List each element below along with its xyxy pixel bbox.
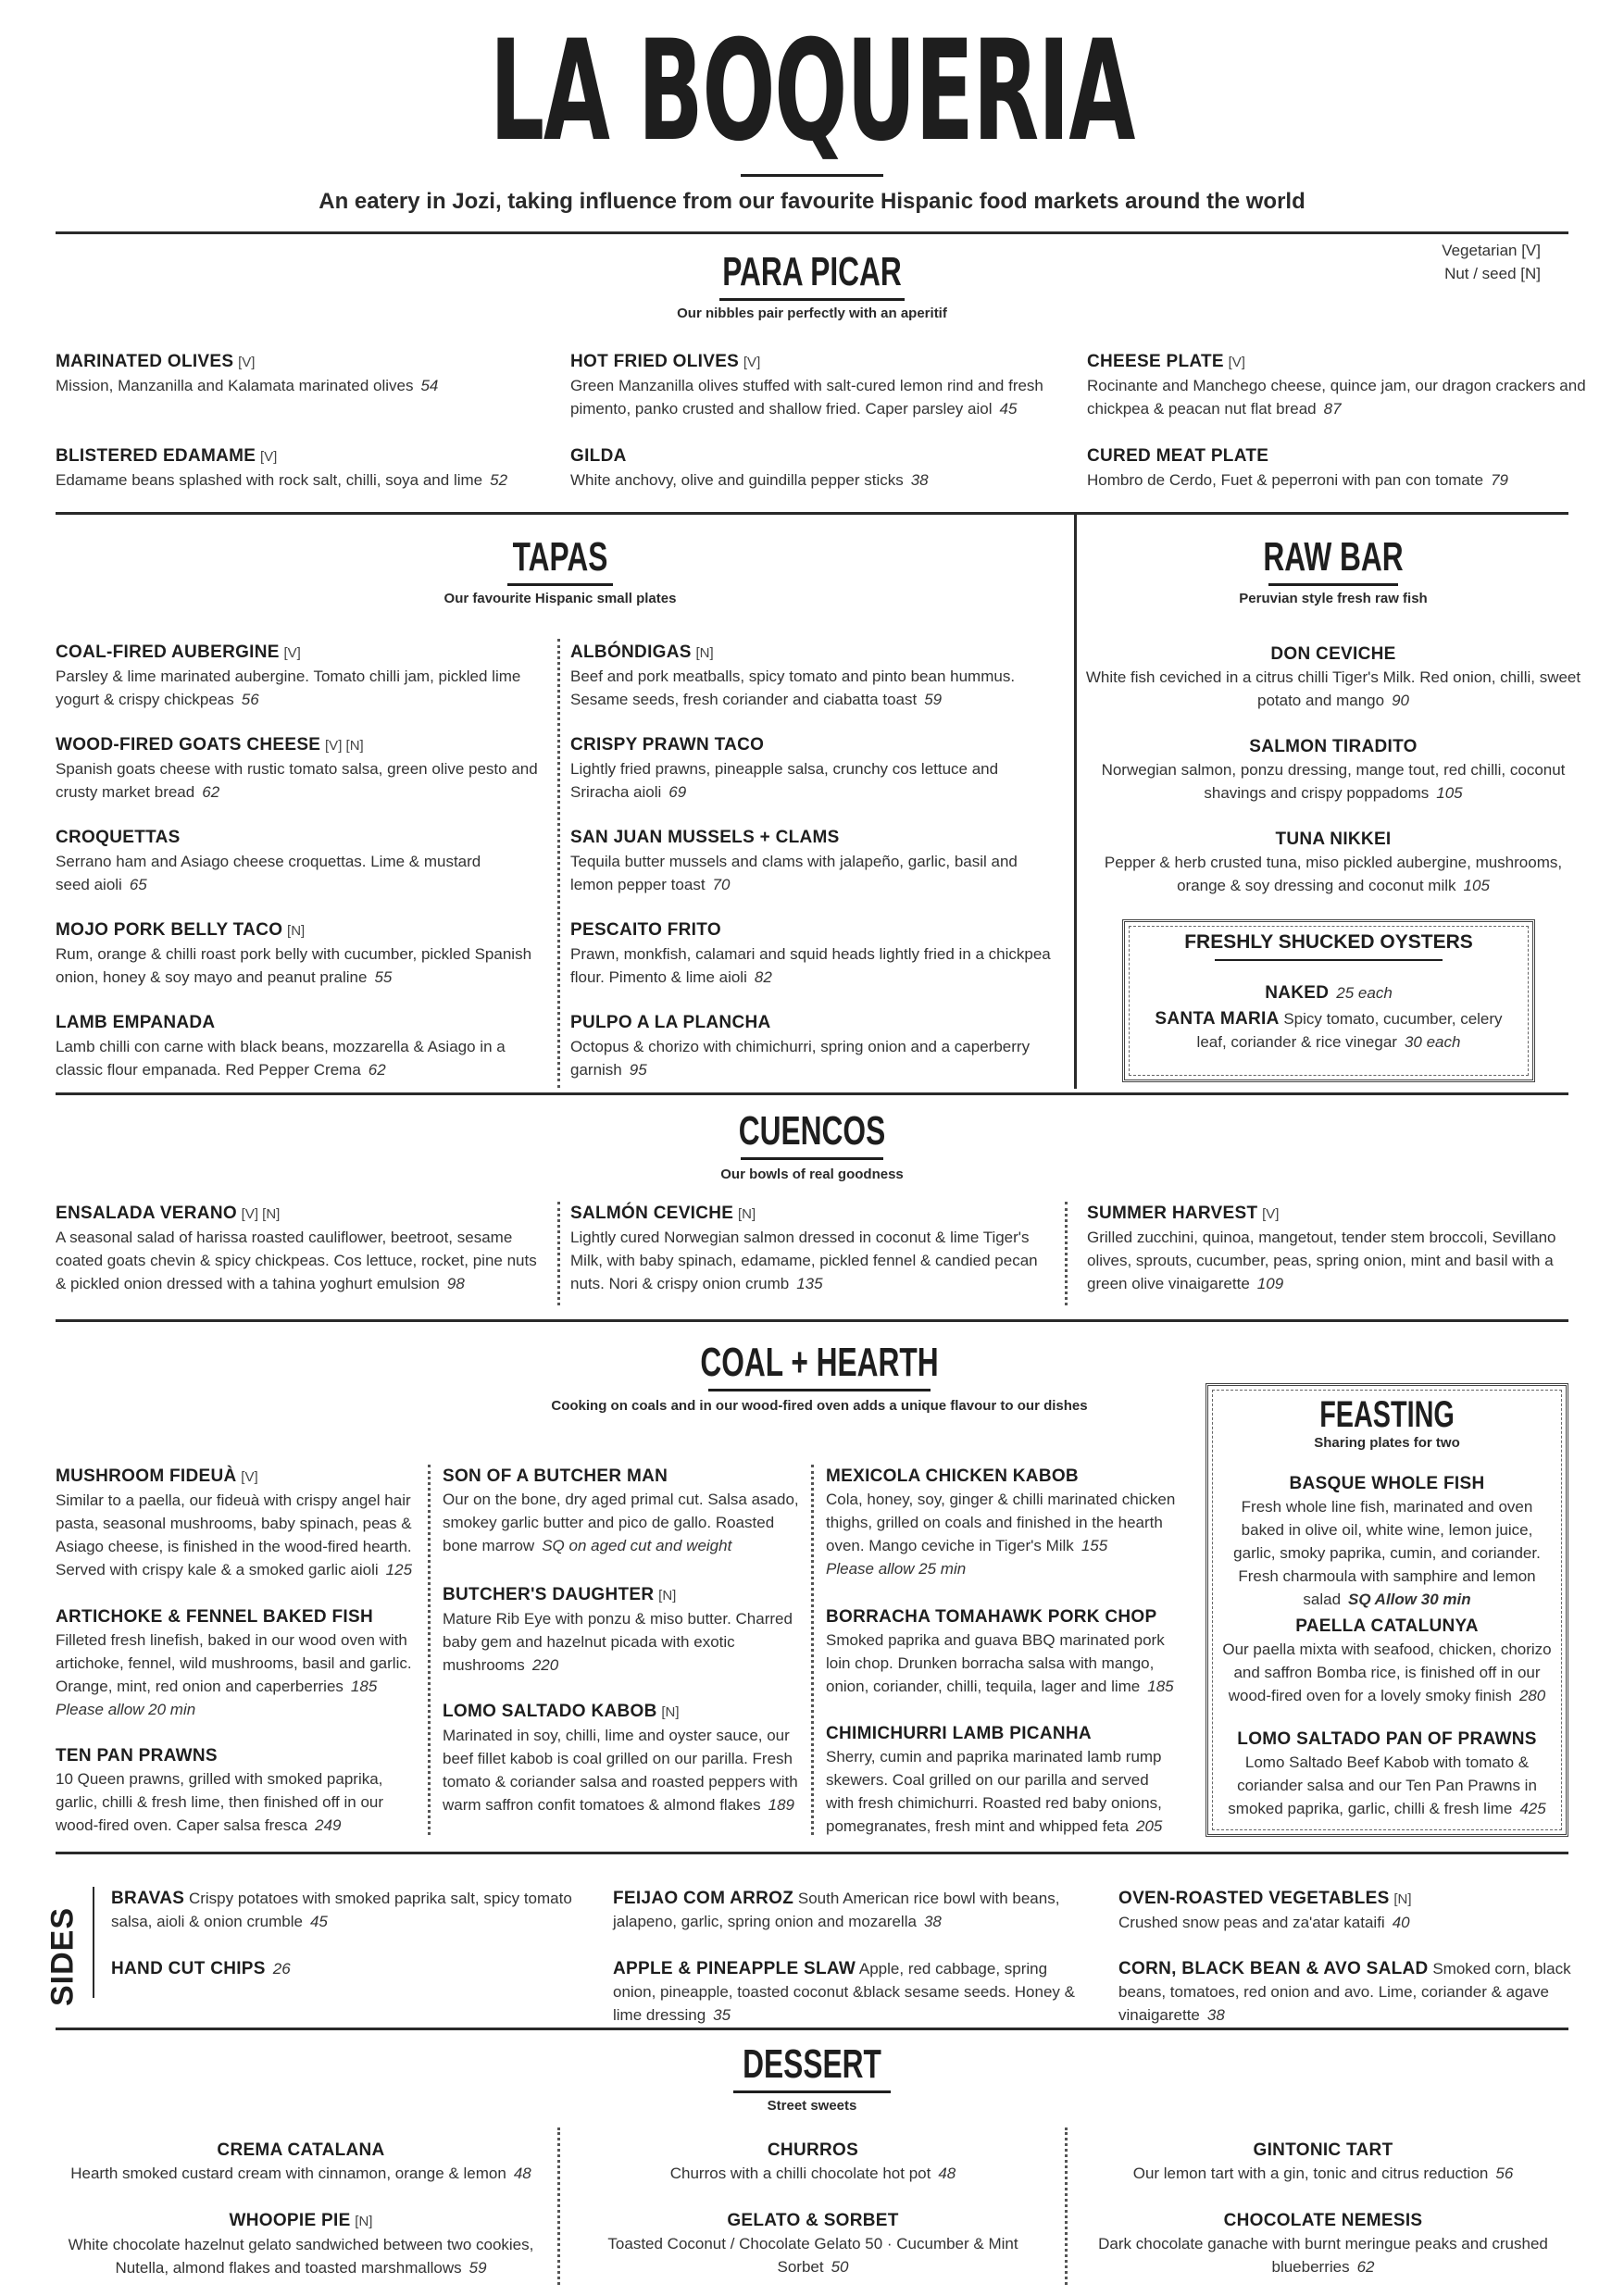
divider-vertical <box>93 1887 94 1998</box>
item-description: Lomo Saltado Beef Kabob with tomato & coriander salsa and our Ten Pan Prawns in smoked paprika, garlic, chilli & fresh lime <box>1228 1753 1537 1817</box>
item-name: LOMO SALTADO KABOB <box>443 1702 657 1721</box>
item-description: Norwegian salmon, ponzu dressing, mange tout, red chilli, coconut shavings and crispy poppadoms <box>1101 761 1566 802</box>
item-description: Smoked paprika and guava BBQ marinated pork loin chop. Drunken borracha salsa with mango, onion, coriander, chilli, tequila, lager and lime <box>826 1631 1165 1695</box>
menu-item <box>1078 2139 1568 2185</box>
section-title-raw-bar: RAW BAR <box>1263 534 1404 580</box>
item-name: PAELLA CATALUNYA <box>1295 1616 1479 1636</box>
divider <box>56 2028 1568 2030</box>
item-price: 26 <box>272 1960 291 1978</box>
item-tag: [N] <box>738 1206 756 1222</box>
section-title-cuencos: CUENCOS <box>738 1108 886 1154</box>
item-description: Tequila butter mussels and clams with jalapeño, garlic, basil and lemon pepper toast <box>570 853 1018 893</box>
item-price: 105 <box>1436 784 1463 802</box>
item-name: BORRACHA TOMAHAWK PORK CHOP <box>826 1607 1157 1627</box>
section-subtitle: Our bowls of real goodness <box>720 1167 904 1182</box>
oyster-santa-maria <box>1141 1007 1517 1054</box>
section-subtitle: Street sweets <box>767 2098 857 2114</box>
item-price: 90 <box>1392 692 1409 709</box>
item-name: SANTA MARIA <box>1155 1009 1280 1029</box>
item-description: Beef and pork meatballs, spicy tomato and pinto bean hummus. Sesame seeds, fresh coriander and ciabatta toast <box>570 668 1016 708</box>
item-description: Marinated in soy, chilli, lime and oyster sauce, our beef fillet kabob is coal grilled on our parilla. Fresh tomato & coriander salsa and roasted peppers with warm saffron confit tomatoes & almond flakes <box>443 1727 798 1814</box>
item-price: 135 <box>796 1275 823 1292</box>
item-name: HOT FRIED OLIVES <box>570 352 740 371</box>
menu-item <box>56 1465 417 1581</box>
menu-item <box>443 1583 804 1677</box>
item-description: 10 Queen prawns, grilled with smoked paprika, garlic, chilli & fresh lime, then finished off in our wood-fired oven. Caper salsa fresca <box>56 1770 384 1834</box>
item-name: SON OF A BUTCHER MAN <box>443 1466 668 1486</box>
section-title-tapas: TAPAS <box>512 534 608 580</box>
item-name: APPLE & PINEAPPLE SLAW <box>613 1959 856 1978</box>
item-name: MARINATED OLIVES <box>56 352 234 371</box>
item-name: GELATO & SORBET <box>727 2211 899 2230</box>
oysters-title: FRESHLY SHUCKED OYSTERS <box>1184 931 1473 953</box>
item-tag: [V] <box>1262 1206 1280 1222</box>
item-description: Grilled zucchini, quinoa, mangetout, tender stem broccoli, Sevillano olives, sprouts, cucumber, peas, spring onion, mint and basil with a green olive vinaigarette <box>1087 1229 1556 1292</box>
item-price: 62 <box>368 1061 386 1079</box>
item-name: ARTICHOKE & FENNEL BAKED FISH <box>56 1607 373 1627</box>
item-price: 69 <box>668 783 687 801</box>
menu-item <box>443 1465 804 1557</box>
menu-item <box>1087 1202 1568 1295</box>
item-price: 109 <box>1256 1275 1284 1292</box>
item-price: SQ Allow 30 min <box>1348 1591 1471 1608</box>
item-description: White fish ceviched in a citrus chilli Tiger's Milk. Red onion, chilli, sweet potato and mango <box>1085 668 1581 709</box>
divider <box>56 1852 1568 1854</box>
item-description: A seasonal salad of harissa roasted cauliflower, beetroot, sesame coated goats chevin & spicy chickpeas. Cos lettuce, rocket, pine nuts & pickled onion dressed with a tahina yoghurt emulsion <box>56 1229 537 1292</box>
menu-item <box>56 1202 546 1295</box>
divider-dotted <box>557 1202 560 1305</box>
item-description: Smoked corn, black beans, tomatoes, red onion and avo. Lime, coriander & agave vinaigarette <box>1118 1960 1571 2024</box>
menu-item <box>56 1744 417 1837</box>
item-description: Churros with a chilli chocolate hot pot <box>669 2165 931 2182</box>
item-description: Rocinante and Manchego cheese, quince jam, our dragon crackers and chickpea & peacan nut flat bread <box>1087 377 1586 418</box>
menu-item <box>1218 1615 1555 1707</box>
item-tag: [N] <box>695 645 714 661</box>
divider-dotted <box>428 1465 431 1835</box>
menu-item <box>56 826 500 896</box>
item-tag: [V] <box>283 645 301 661</box>
item-tag: [N] <box>658 1588 677 1603</box>
item-name: GILDA <box>570 446 627 466</box>
item-price: SQ on aged cut and weight <box>542 1537 732 1554</box>
item-price: 205 <box>1135 1817 1163 1835</box>
menu-item <box>1087 444 1587 492</box>
section-subtitle: Cooking on coals and in our wood-fired oven adds a unique flavour to our dishes <box>551 1398 1088 1414</box>
item-name: LOMO SALTADO PAN OF PRAWNS <box>1237 1729 1537 1749</box>
item-name: MEXICOLA CHICKEN KABOB <box>826 1466 1079 1486</box>
item-description: Prawn, monkfish, calamari and squid heads lightly fried in a chickpea flour. Pimento & lime aioli <box>570 945 1051 986</box>
menu-item <box>111 1957 593 1980</box>
menu-item <box>1085 735 1581 805</box>
item-name: ENSALADA VERANO <box>56 1204 237 1223</box>
item-name: HAND CUT CHIPS <box>111 1959 266 1978</box>
divider <box>56 231 1568 234</box>
item-tag: [V] <box>1228 355 1245 370</box>
item-price: 185 <box>1147 1678 1174 1695</box>
menu-item <box>56 2139 546 2185</box>
item-description: Filleted fresh linefish, baked in our wood oven with artichoke, fennel, wild mushrooms, basil and garlic. Orange, mint, red onion and caperberries <box>56 1631 412 1695</box>
item-name: TUNA NIKKEI <box>1275 830 1392 849</box>
item-price: 82 <box>754 968 772 986</box>
section-subtitle: Our nibbles pair perfectly with an aperitif <box>677 306 947 321</box>
item-price: 40 <box>1392 1914 1410 1931</box>
menu-item <box>1118 1957 1581 2027</box>
section-underline <box>507 583 613 586</box>
logo: LA BOQUERIA <box>489 11 1135 172</box>
menu-item <box>1085 643 1581 712</box>
item-name: GINTONIC TART <box>1253 2140 1393 2160</box>
item-name: MOJO PORK BELLY TACO <box>56 920 283 940</box>
item-description: Sherry, cumin and paprika marinated lamb rump skewers. Coal grilled on our parilla and served with fresh chimichurri. Roasted red baby onions, pomegranates, fresh mint and whipped feta <box>826 1748 1162 1835</box>
item-price: 50 <box>831 2258 849 2276</box>
item-tag: [V] <box>743 355 761 370</box>
item-name: CRISPY PRAWN TACO <box>570 735 765 755</box>
menu-item <box>1218 1472 1555 1611</box>
menu-item <box>443 1700 804 1816</box>
menu-item <box>56 918 546 989</box>
item-description: Pepper & herb crusted tuna, miso pickled aubergine, mushrooms, orange & soy dressing and coconut milk <box>1104 854 1563 894</box>
item-price: 62 <box>1356 2258 1375 2276</box>
item-price: 25 each <box>1336 984 1393 1002</box>
item-name: OVEN-ROASTED VEGETABLES <box>1118 1889 1390 1908</box>
item-description: Lamb chilli con carne with black beans, mozzarella & Asiago in a classic flour empanada. Red Pepper Crema <box>56 1038 506 1079</box>
section-subtitle: Peruvian style fresh raw fish <box>1239 591 1428 606</box>
item-price: 56 <box>241 691 259 708</box>
menu-item <box>613 1887 1076 1933</box>
menu-item <box>56 641 546 711</box>
section-subtitle: Sharing plates for two <box>1314 1435 1460 1451</box>
sides-label-text: SIDES <box>44 1906 81 2007</box>
item-note: Please allow 25 min <box>826 1560 967 1578</box>
menu-item <box>56 1605 417 1721</box>
item-description: Spanish goats cheese with rustic tomato salsa, green olive pesto and crusty market bread <box>56 760 538 801</box>
divider-dotted <box>557 639 560 1088</box>
section-underline <box>733 2090 891 2093</box>
item-description: Parsley & lime marinated aubergine. Tomato chilli jam, pickled lime yogurt & crispy chickpeas <box>56 668 521 708</box>
diet-legend <box>1442 239 1541 285</box>
item-price: 249 <box>315 1816 342 1834</box>
item-description: Cola, honey, soy, ginger & chilli marinated chicken thighs, grilled on coals and finished in the hearth oven. Mango ceviche in Tiger's Milk <box>826 1491 1176 1554</box>
menu-item <box>826 1465 1178 1580</box>
item-price: 87 <box>1323 400 1342 418</box>
item-name: PESCAITO FRITO <box>570 920 721 940</box>
item-name: SAN JUAN MUSSELS + CLAMS <box>570 828 840 847</box>
divider <box>56 1092 1568 1095</box>
item-price: 48 <box>513 2165 531 2182</box>
item-description: White anchovy, olive and guindilla pepper sticks <box>570 471 904 489</box>
tagline: An eatery in Jozi, taking influence from our favourite Hispanic food markets around the world <box>319 189 1305 214</box>
item-name: BLISTERED EDAMAME <box>56 446 256 466</box>
item-price: 125 <box>385 1561 413 1578</box>
item-name: BASQUE WHOLE FISH <box>1289 1474 1485 1493</box>
logo-underline <box>741 174 883 177</box>
item-description: Toasted Coconut / Chocolate Gelato 50 · Cucumber & Mint Sorbet <box>607 2235 1018 2276</box>
item-price: 189 <box>768 1796 794 1814</box>
menu-item <box>613 1957 1094 2027</box>
menu-item <box>570 444 1061 492</box>
item-tag: [V] [N] <box>241 1206 281 1222</box>
item-tag: [N] <box>287 923 306 939</box>
item-description: Dark chocolate ganache with burnt meringue peaks and crushed blueberries <box>1098 2235 1548 2276</box>
divider <box>56 512 1568 515</box>
item-tag: [V] [N] <box>325 738 364 754</box>
item-price: 48 <box>938 2165 956 2182</box>
item-price: 95 <box>629 1061 647 1079</box>
item-price: 155 <box>1081 1537 1108 1554</box>
menu-item <box>570 918 1061 989</box>
divider-vertical <box>1074 515 1077 1089</box>
item-price: 220 <box>531 1656 559 1674</box>
item-price: 62 <box>202 783 220 801</box>
item-description: South American rice bowl with beans, jalapeno, garlic, spring onion and mozarella <box>613 1890 1060 1930</box>
item-name: CROQUETTAS <box>56 828 181 847</box>
item-description: White chocolate hazelnut gelato sandwiched between two cookies, Nutella, almond flakes and toasted marshmallows <box>68 2236 534 2277</box>
item-price: 70 <box>712 876 731 893</box>
item-name: WOOD-FIRED GOATS CHEESE <box>56 735 321 755</box>
item-name: MUSHROOM FIDEUÀ <box>56 1466 237 1486</box>
item-name: COAL-FIRED AUBERGINE <box>56 643 280 662</box>
item-tag: [V] <box>238 355 256 370</box>
item-description: Our paella mixta with seafood, chicken, chorizo and saffron Bomba rice, is finished off in our wood-fired oven for a lovely smoky finish <box>1222 1641 1552 1704</box>
item-name: DON CEVICHE <box>1270 644 1396 664</box>
item-tag: [N] <box>661 1704 680 1720</box>
item-price: 35 <box>713 2006 731 2024</box>
item-price: 30 each <box>1404 1033 1461 1051</box>
item-name: BRAVAS <box>111 1889 185 1908</box>
item-name: SALMÓN CEVICHE <box>570 1204 734 1223</box>
item-name: FEIJAO COM ARROZ <box>613 1889 794 1908</box>
item-price: 38 <box>1206 2006 1225 2024</box>
item-description: Apple, red cabbage, spring onion, pineapple, toasted coconut &black sesame seeds. Honey & lime dressing <box>613 1960 1075 2024</box>
item-note: Please allow 20 min <box>56 1701 196 1718</box>
item-name: CHEESE PLATE <box>1087 352 1224 371</box>
menu-item <box>570 826 1043 896</box>
legend-vegetarian: Vegetarian [V] <box>1442 242 1541 259</box>
item-price: 65 <box>129 876 147 893</box>
item-price: 280 <box>1518 1687 1546 1704</box>
menu-item <box>570 350 1061 420</box>
item-name: PULPO A LA PLANCHA <box>570 1013 771 1032</box>
item-tag: [V] <box>259 449 278 465</box>
item-description: Our on the bone, dry aged primal cut. Salsa asado, smokey garlic butter and pico de gallo. Roasted bone marrow <box>443 1491 799 1554</box>
divider <box>56 1319 1568 1322</box>
section-title-coal-hearth: COAL + HEARTH <box>700 1340 939 1385</box>
item-description: Hearth smoked custard cream with cinnamon, orange & lemon <box>70 2165 506 2182</box>
item-tag: [N] <box>355 2214 373 2229</box>
menu-item <box>56 2209 546 2279</box>
item-name: ALBÓNDIGAS <box>570 643 692 662</box>
item-description: Similar to a paella, our fideuà with crispy angel hair pasta, seasonal mushrooms, baby spinach, peas & Asiago cheese, is finished in the wood-fired hearth. Served with crispy kale & a smoked garlic aioli <box>56 1491 412 1578</box>
menu-item <box>826 1722 1178 1838</box>
section-underline <box>741 1157 883 1160</box>
item-name: CHURROS <box>767 2140 859 2160</box>
item-name: CHOCOLATE NEMESIS <box>1223 2211 1423 2230</box>
menu-item <box>570 2209 1056 2278</box>
item-description: Octopus & chorizo with chimichurri, spring onion and a caperberry garnish <box>570 1038 1031 1079</box>
menu-item <box>111 1887 593 1933</box>
menu-item <box>1078 2209 1568 2278</box>
item-price: 45 <box>999 400 1018 418</box>
legend-nut: Nut / seed [N] <box>1444 265 1541 282</box>
menu-item <box>56 350 537 397</box>
menu-item <box>570 2139 1056 2185</box>
menu-item <box>570 1011 1061 1081</box>
item-price: 185 <box>350 1678 378 1695</box>
item-name: CHIMICHURRI LAMB PICANHA <box>826 1724 1092 1743</box>
item-name: NAKED <box>1265 983 1330 1003</box>
menu-item <box>1118 1887 1581 1934</box>
menu-item <box>826 1605 1178 1698</box>
menu-item <box>1085 828 1581 897</box>
menu-item <box>1218 1728 1555 1820</box>
item-description: Crushed snow peas and za'atar kataifi <box>1118 1914 1385 1931</box>
item-tag: [V] <box>241 1469 258 1485</box>
menu-item <box>570 1202 1056 1295</box>
divider-dotted <box>1065 1202 1068 1305</box>
item-description: Rum, orange & chilli roast pork belly with cucumber, pickled Spanish onion, honey & soy mayo and peanut praline <box>56 945 532 986</box>
section-underline <box>719 298 905 301</box>
item-price: 105 <box>1463 877 1490 894</box>
item-description: Lightly fried prawns, pineapple salsa, crunchy cos lettuce and Sriracha aioli <box>570 760 999 801</box>
item-description: Fresh whole line fish, marinated and oven baked in olive oil, white wine, lemon juice, garlic, smoky paprika, cumin, and coriander. Fresh charmoula with samphire and lemon salad <box>1233 1498 1541 1608</box>
item-price: 45 <box>309 1913 328 1930</box>
item-description: Serrano ham and Asiago cheese croquettas. Lime & mustard seed aioli <box>56 853 481 893</box>
section-underline <box>708 1389 931 1391</box>
section-underline <box>1268 583 1398 586</box>
section-subtitle: Our favourite Hispanic small plates <box>443 591 677 606</box>
menu-item <box>56 733 546 804</box>
menu-item <box>1087 350 1587 420</box>
section-title-para-picar: PARA PICAR <box>722 249 902 294</box>
item-description: Spicy tomato, cucumber, celery leaf, coriander & rice vinegar <box>1196 1010 1503 1051</box>
item-name: SUMMER HARVEST <box>1087 1204 1258 1223</box>
item-name: LAMB EMPANADA <box>56 1013 216 1032</box>
item-description: Crispy potatoes with smoked paprika salt, spicy tomato salsa, aioli & onion crumble <box>111 1890 572 1930</box>
item-price: 54 <box>420 377 439 394</box>
item-name: CURED MEAT PLATE <box>1087 446 1269 466</box>
item-name: BUTCHER'S DAUGHTER <box>443 1585 655 1604</box>
item-price: 98 <box>446 1275 465 1292</box>
item-name: SALMON TIRADITO <box>1249 737 1418 756</box>
item-tag: [N] <box>1393 1891 1412 1907</box>
sides-label <box>44 1906 81 2007</box>
section-title-feasting: FEASTING <box>1319 1394 1455 1435</box>
menu-item <box>570 641 1061 711</box>
item-price: 79 <box>1491 471 1508 489</box>
item-price: 59 <box>924 691 943 708</box>
item-description: Edamame beans splashed with rock salt, chilli, soya and lime <box>56 471 483 489</box>
item-description: Mature Rib Eye with ponzu & miso butter. Charred baby gem and hazelnut picada with exotic mushrooms <box>443 1610 793 1674</box>
item-description: Mission, Manzanilla and Kalamata marinated olives <box>56 377 414 394</box>
item-price: 38 <box>910 471 929 489</box>
item-price: 52 <box>490 471 508 489</box>
item-name: WHOOPIE PIE <box>229 2211 351 2230</box>
divider-dotted <box>557 2128 560 2285</box>
item-price: 59 <box>468 2259 487 2277</box>
item-name: CORN, BLACK BEAN & AVO SALAD <box>1118 1959 1429 1978</box>
item-description: Our lemon tart with a gin, tonic and citrus reduction <box>1132 2165 1489 2182</box>
menu-item <box>570 733 1061 804</box>
item-description: Lightly cured Norwegian salmon dressed in coconut & lime Tiger's Milk, with baby spinach, edamame, pickled fennel & candied pecan nuts. Nori & crispy onion crumb <box>570 1229 1038 1292</box>
item-description: Green Manzanilla olives stuffed with salt-cured lemon rind and fresh pimento, panko crusted and shallow fried. Caper parsley aiol <box>570 377 1043 418</box>
item-price: 38 <box>923 1913 942 1930</box>
item-name: CREMA CATALANA <box>217 2140 385 2160</box>
item-price: 56 <box>1495 2165 1514 2182</box>
item-price: 55 <box>374 968 393 986</box>
section-title-dessert: DESSERT <box>743 2041 881 2087</box>
divider-dotted <box>811 1465 814 1835</box>
oyster-naked <box>1122 981 1535 1004</box>
menu-item <box>56 1011 528 1081</box>
item-name: TEN PAN PRAWNS <box>56 1746 218 1766</box>
item-price: 425 <box>1519 1800 1546 1817</box>
oysters-underline <box>1215 959 1443 961</box>
menu-item <box>56 444 537 492</box>
divider-dotted <box>1065 2128 1068 2285</box>
item-description: Hombro de Cerdo, Fuet & peperroni with pan con tomate <box>1087 471 1484 489</box>
